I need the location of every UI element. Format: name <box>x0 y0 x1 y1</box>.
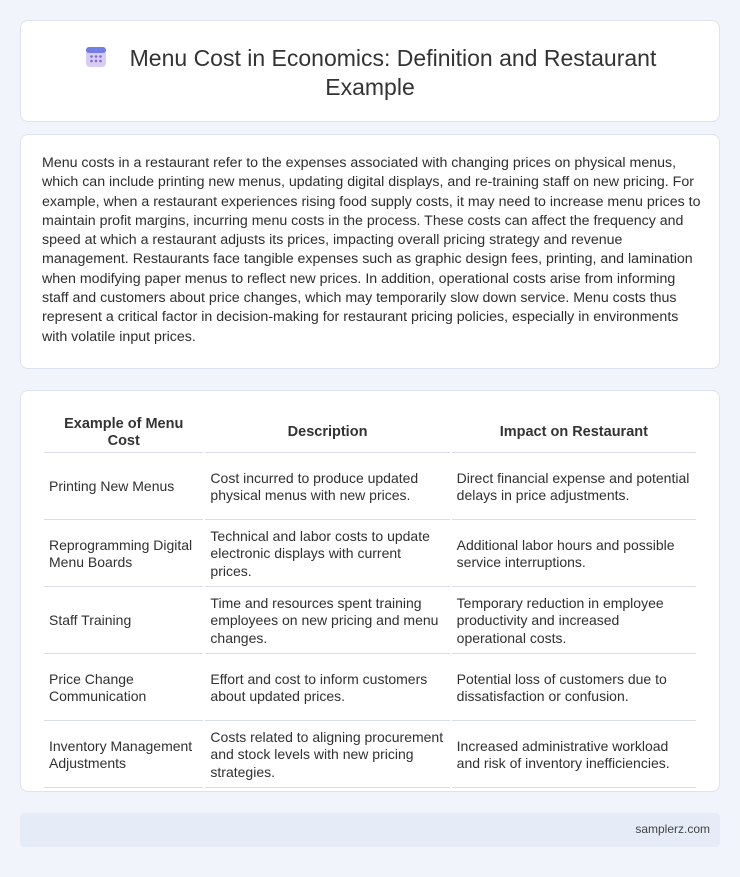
column-header: Impact on Restaurant <box>452 414 696 453</box>
page-title-text: Menu Cost in Economics: Definition and Restaurant Example <box>129 45 657 100</box>
title-card <box>20 20 720 122</box>
page-title <box>21 44 719 102</box>
table-card <box>20 390 720 792</box>
table-cell: Technical and labor costs to update electronic displays with current prices. <box>205 522 449 587</box>
table-header-row <box>44 414 696 453</box>
table-row <box>44 589 696 654</box>
table-cell: Costs related to aligning procurement and stock levels with new pricing strategies. <box>205 723 449 788</box>
table-cell: Effort and cost to inform customers about updated prices. <box>205 656 449 721</box>
intro-paragraph: Menu costs in a restaurant refer to the expenses associated with changing prices on physical menus, which can include printing new menus, updating digital displays, and re-training staff on new pricing. For example, when a restaurant experiences rising food supply costs, it may need to increase menu prices to maintain profit margins, incurring menu costs in the process. These costs can affect the frequency and speed at which a restaurant adjusts its prices, impacting overall pricing strategy and revenue management. Restaurants face tangible expenses such as graphic design fees, printing, and lamination when modifying paper menus to reflect new prices. In addition, operational costs arise from informing staff and customers about price changes, which may temporarily slow down service. Menu costs thus represent a critical factor in decision-making for restaurant pricing policies, especially in environments with volatile input prices. <box>42 155 701 345</box>
table-cell: Additional labor hours and possible service interruptions. <box>452 522 696 587</box>
table-row <box>44 723 696 788</box>
table-cell: Staff Training <box>44 589 203 654</box>
column-header: Description <box>205 414 449 453</box>
intro-card <box>20 134 720 369</box>
table-cell: Direct financial expense and potential delays in price adjustments. <box>452 455 696 520</box>
table-row <box>44 522 696 587</box>
table-row <box>44 455 696 520</box>
table-cell: Potential loss of customers due to dissatisfaction or confusion. <box>452 656 696 721</box>
table-cell: Cost incurred to produce updated physical menus with new prices. <box>205 455 449 520</box>
table-cell: Time and resources spent training employees on new pricing and menu changes. <box>205 589 449 654</box>
table-row <box>44 656 696 721</box>
table-cell: Temporary reduction in employee productivity and increased operational costs. <box>452 589 696 654</box>
column-header: Example of Menu Cost <box>44 414 203 453</box>
table-cell: Increased administrative workload and risk of inventory inefficiencies. <box>452 723 696 788</box>
table-cell: Printing New Menus <box>44 455 203 520</box>
table-grid-icon <box>84 45 108 69</box>
table-cell: Price Change Communication <box>44 656 203 721</box>
footer-site-link[interactable]: samplerz.com <box>635 822 710 836</box>
table-cell: Reprogramming Digital Menu Boards <box>44 522 203 587</box>
menu-cost-table <box>42 412 698 790</box>
footer-bar <box>20 813 720 847</box>
table-cell: Inventory Management Adjustments <box>44 723 203 788</box>
